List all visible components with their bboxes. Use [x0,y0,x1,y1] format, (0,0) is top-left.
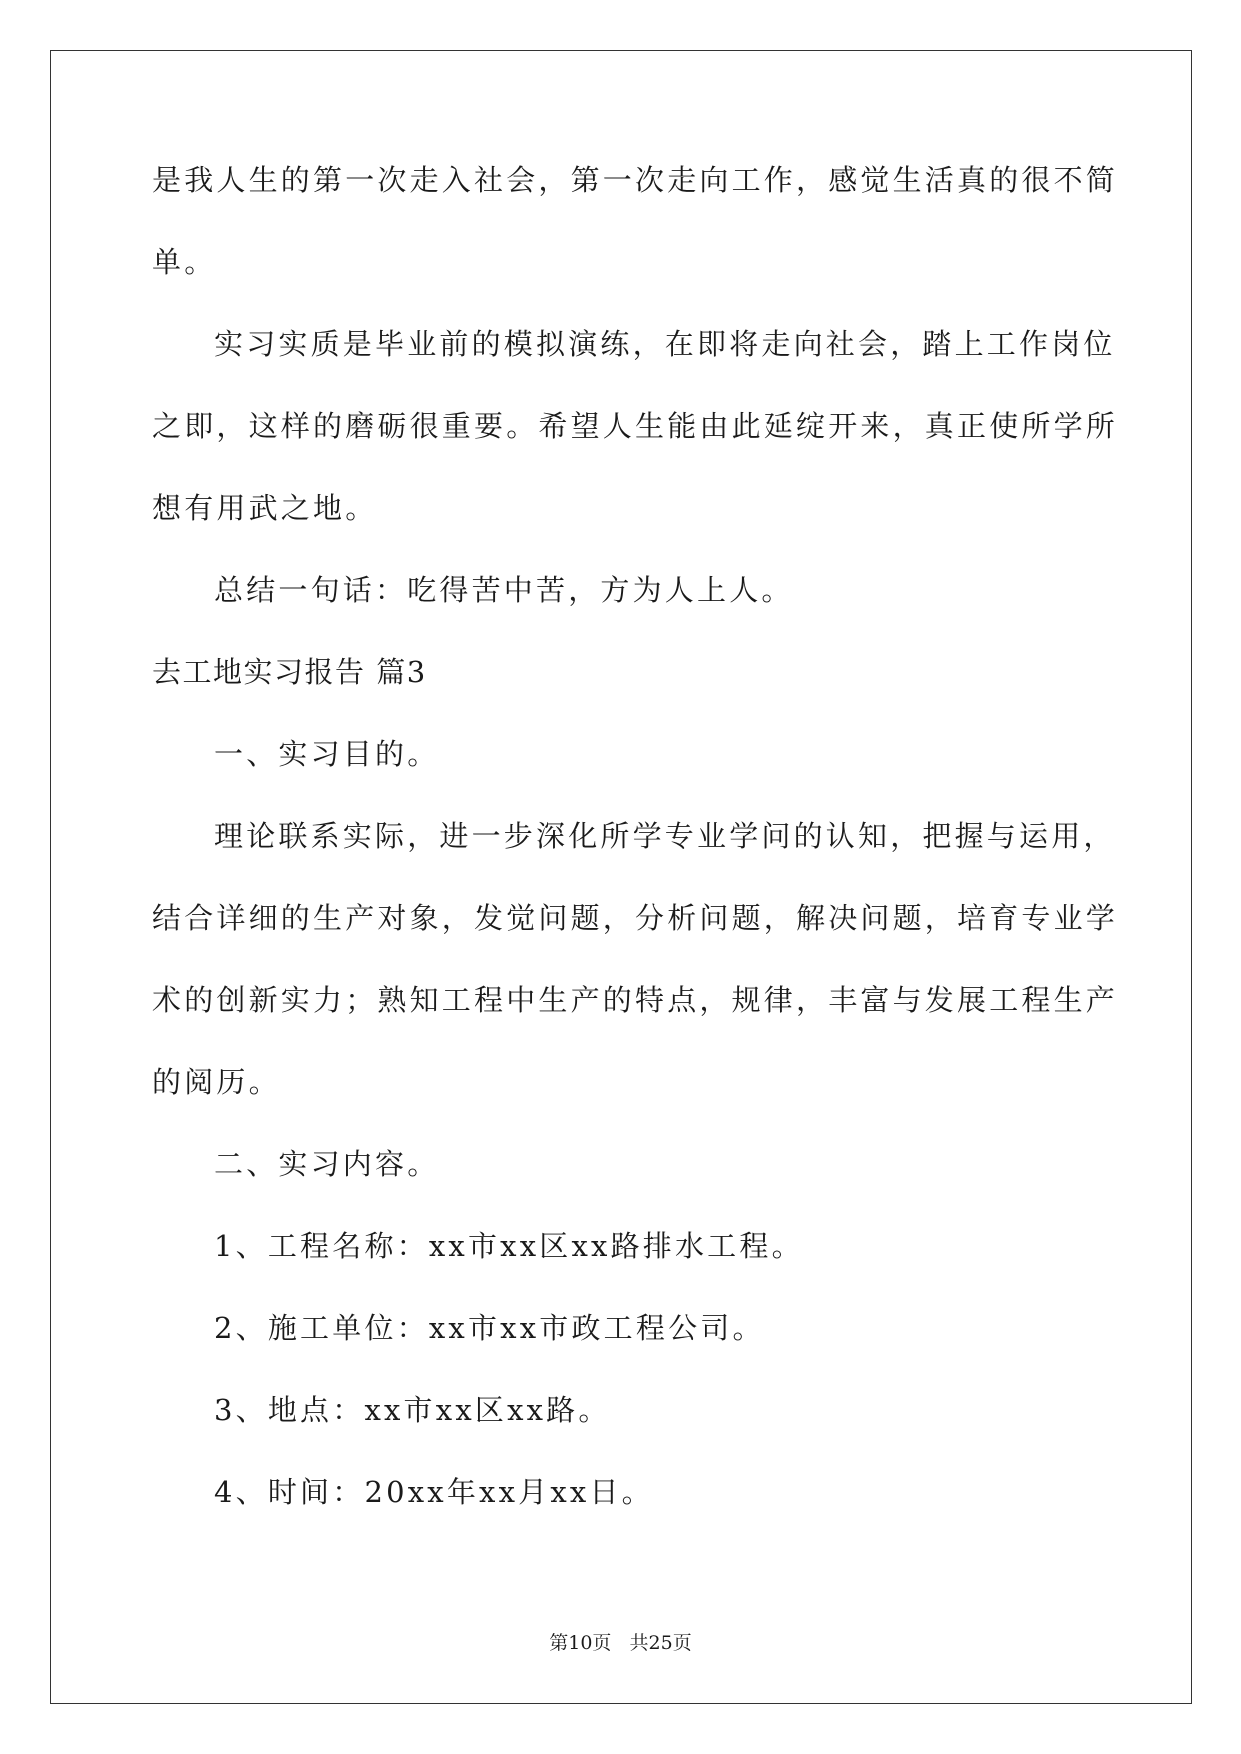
paragraph-line: 是我人生的第一次走入社会，第一次走向工作，感觉生活真的很不简 [152,163,1119,197]
paragraph-line: 之即，这样的磨砺很重要。希望人生能由此延绽开来，真正使所学所 [152,409,1119,443]
list-item: 3、地点：xx市xx区xx路。 [214,1393,611,1427]
list-item: 1、工程名称：xx市xx区xx路排水工程。 [214,1229,804,1263]
document-body [152,162,1119,1556]
list-item: 4、时间：20xx年xx月xx日。 [214,1475,654,1509]
list-item: 2、施工单位：xx市xx市政工程公司。 [214,1311,765,1345]
subsection-heading: 一、实习目的。 [214,737,440,771]
page-number-footer: 第10页 共25页 [549,1632,692,1654]
paragraph-line: 的阅历。 [152,1065,281,1099]
paragraph-line: 结合详细的生产对象，发觉问题，分析问题，解决问题，培育专业学 [152,901,1119,935]
paragraph-line: 单。 [152,245,217,279]
paragraph-line: 总结一句话：吃得苦中苦，方为人上人。 [214,573,794,607]
paragraph-line: 理论联系实际，进一步深化所学专业学问的认知，把握与运用， [214,819,1116,853]
paragraph-line: 术的创新实力；熟知工程中生产的特点，规律，丰富与发展工程生产 [152,983,1119,1017]
paragraph-line: 实习实质是毕业前的模拟演练，在即将走向社会，踏上工作岗位 [214,327,1116,361]
paragraph-line: 想有用武之地。 [152,491,378,525]
subsection-heading: 二、实习内容。 [214,1147,440,1181]
section-heading: 去工地实习报告 篇3 [152,655,427,689]
